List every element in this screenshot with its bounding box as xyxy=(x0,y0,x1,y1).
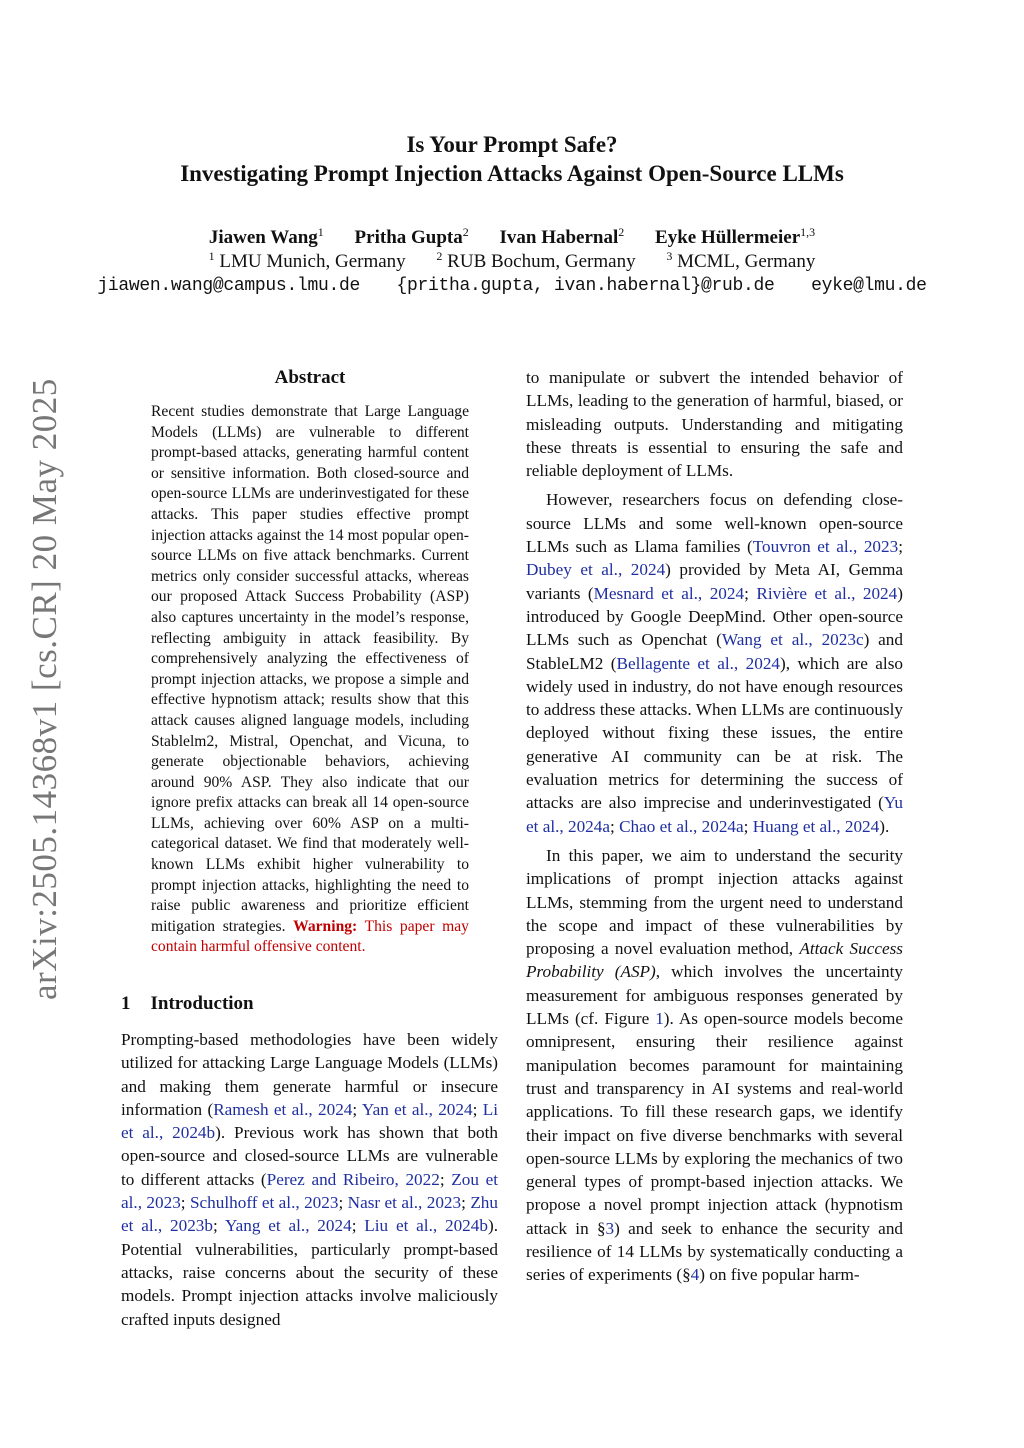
citation-link[interactable]: Yu et al., 2024a xyxy=(526,793,903,836)
citation-link[interactable]: Nasr et al., 2023 xyxy=(347,1193,462,1213)
abstract-heading: Abstract xyxy=(274,367,346,388)
citation-link[interactable]: Yang et al., 2024 xyxy=(224,1216,352,1236)
body-paragraph: In this paper, we aim to understand the security implications of prompt injection attacks against LLMs, stemming from the urgent need to understand the scope and impact of these vulnerabilities by proposing a novel evaluation method, Attack Success Probability (ASP), which involves the uncertainty measurement for ambiguous responses generated by LLMs (cf. Figure 1). As open-source models become omnipresent, ensuring their resilience against manipulation becomes paramount for maintaining trust and transparency in AI systems and real-world applications. To fill these research gaps, we identify their impact on five diverse benchmarks with several open-source LLMs by exploring the mechanics of two general types of prompt-based injection attacks. We propose a novel prompt injection attack (hypnotism attack in §3) and seek to enhance the security and resilience of 14 LLMs by systematically conducting a series of experiments (§4) on five popular harm- xyxy=(526,845,904,1285)
citation-link[interactable]: Huang et al., 2024 xyxy=(752,816,880,836)
section-title: Introduction xyxy=(150,993,254,1014)
citation-link[interactable]: Liu et al., 2024b xyxy=(364,1216,488,1236)
author-name: Eyke Hüllermeier xyxy=(655,227,801,248)
arxiv-identifier-stamp: arXiv:2505.14368v1 [cs.CR] 20 May 2025 xyxy=(25,378,64,1000)
affiliation-mark: 2 xyxy=(436,249,443,263)
author-name: Pritha Gupta xyxy=(354,227,463,248)
author-affiliation-mark: 2 xyxy=(462,225,469,239)
paper-title xyxy=(0,130,1024,188)
abstract-body-text: Recent studies demonstrate that Large Language Models (LLMs) are vulnerable to different prompt-based attacks, generating harmful content or sensitive information. Both closed-source and open-source LLMs are underinvestigated for these attacks. This paper studies effective prompt injection attacks against the 14 most popular open-source LLMs on five attack benchmarks. Current metrics only consider successful attacks, whereas our proposed Attack Success Probability (ASP) also captures uncertainty in the model’s response, reflecting ambiguity in attack feasibility. By comprehensively analyzing the effectiveness of prompt injection attacks, we propose a simple and effective hypnotism attack; results show that this attack causes aligned language models, including Stablelm2, Mistral, Openchat, and Vicuna, to generate objectionable behaviors, achieving around 90% ASP. They also indicate that our ignore prefix attacks can break all 14 open-source LLMs, achieving over 60% ASP on a multi-categorical dataset. We find that moderately well-known LLMs exhibit higher vulnerability to prompt injection attacks, highlighting the need to raise public awareness and prioritize efficient mitigation strategies. xyxy=(151,403,469,935)
author-affiliation-mark: 1 xyxy=(317,225,324,239)
affiliation-name: MCML, Germany xyxy=(677,251,816,272)
citation-link[interactable]: Schulhoff et al., 2023 xyxy=(189,1193,339,1213)
citation-link[interactable]: Mesnard et al., 2024 xyxy=(593,583,745,603)
affiliations xyxy=(0,250,1024,274)
affiliation-name: LMU Munich, Germany xyxy=(219,251,406,272)
section-number: 1 xyxy=(121,993,131,1014)
citation-link[interactable]: 1 xyxy=(655,1009,664,1029)
intro-paragraph: Prompting-based methodologies have been widely utilized for attacking Large Language Models (LLMs) and making them generate harmful or insecure information (Ramesh et al., 2024; Yan et al., 2024; Li et al., 2024b). Previous work has shown that both open-source and closed-source LLMs are vulnerable to different attacks (Perez and Ribeiro, 2022; Zou et al., 2023; Schulhoff et al., 2023; Nasr et al., 2023; Zhu et al., 2023b; Yang et al., 2024; Liu et al., 2024b). Potential vulnerabilities, particularly prompt-based attacks, raise concerns about the security of these models. Prompt injection attacks involve maliciously crafted inputs designed xyxy=(121,1030,499,1329)
author-name: Ivan Habernal xyxy=(499,227,619,248)
right-column-body xyxy=(526,366,903,1287)
email: {pritha.gupta, ivan.habernal}@rub.de xyxy=(396,276,775,296)
citation-link[interactable]: Ramesh et al., 2024 xyxy=(213,1099,353,1119)
citation-link[interactable]: 4 xyxy=(690,1265,700,1285)
citation-link[interactable]: Perez and Ribeiro, 2022 xyxy=(266,1169,440,1189)
author-block xyxy=(0,226,1024,298)
citation-link[interactable]: Dubey et al., 2024 xyxy=(526,560,666,580)
author-affiliation-mark: 1,3 xyxy=(800,225,816,239)
section-heading xyxy=(121,993,274,1015)
body-paragraph: to manipulate or subvert the intended behavior of LLMs, leading to the generation of harmful, biased, or misleading outputs. Understanding and mitigating these threats is essential to ensuring the safe and reliable deployment of LLMs. xyxy=(526,368,903,481)
affiliation-mark: 3 xyxy=(666,249,673,263)
citation-link[interactable]: Rivière et al., 2024 xyxy=(756,583,898,603)
affiliation-mark: 1 xyxy=(208,249,215,263)
citation-link[interactable]: Li et al., 2024b xyxy=(121,1099,498,1143)
citation-link[interactable]: Zou et al., 2023 xyxy=(121,1169,499,1213)
affiliation-name: RUB Bochum, Germany xyxy=(447,251,636,272)
citation-link[interactable]: Zhu et al., 2023b xyxy=(121,1193,498,1236)
warning-label: Warning: xyxy=(293,917,358,935)
citation-link[interactable]: Yan et al., 2024 xyxy=(361,1099,473,1119)
emphasized-term: Attack Success Probability (ASP) xyxy=(526,939,903,982)
abstract-text xyxy=(151,402,469,958)
citation-link[interactable]: Wang et al., 2023c xyxy=(721,630,864,650)
email: jiawen.wang@campus.lmu.de xyxy=(97,276,360,296)
citation-link[interactable]: Bellagente et al., 2024 xyxy=(616,653,781,673)
author-name: Jiawen Wang xyxy=(208,227,318,248)
citation-link[interactable]: Chao et al., 2024a xyxy=(619,816,744,836)
warning-text: This paper may contain harmful offensive content. xyxy=(151,917,469,956)
paper-title-line-2: Investigating Prompt Injection Attacks Against Open-Source LLMs xyxy=(180,161,844,186)
author-names xyxy=(0,226,1024,250)
citation-link[interactable]: 3 xyxy=(605,1218,615,1238)
email: eyke@lmu.de xyxy=(811,276,927,296)
body-paragraph: However, researchers focus on defending close-source LLMs and some well-known open-source LLMs such as Llama families (Touvron et al., 2023; Dubey et al., 2024) provided by Meta AI, Gemma variants (Mesnard et al., 2024; Rivière et al., 2024) introduced by Google DeepMind. Other open-source LLMs such as Openchat (Wang et al., 2023c) and StableLM2 (Bellagente et al., 2024), which are also widely used in industry, do not have enough resources to address these attacks. When LLMs are continuously deployed without fixing these issues, the entire generative AI community can be at risk. The evaluation metrics for determining the success of attacks are also imprecise and underinvestigated (Yu et al., 2024a; Chao et al., 2024a; Huang et al., 2024). xyxy=(526,490,903,836)
citation-link[interactable]: Touvron et al., 2023 xyxy=(752,537,899,557)
author-emails xyxy=(0,274,1024,298)
author-affiliation-mark: 2 xyxy=(618,225,625,239)
left-column-body xyxy=(121,1028,498,1331)
paper-title-line-1: Is Your Prompt Safe? xyxy=(406,132,618,157)
